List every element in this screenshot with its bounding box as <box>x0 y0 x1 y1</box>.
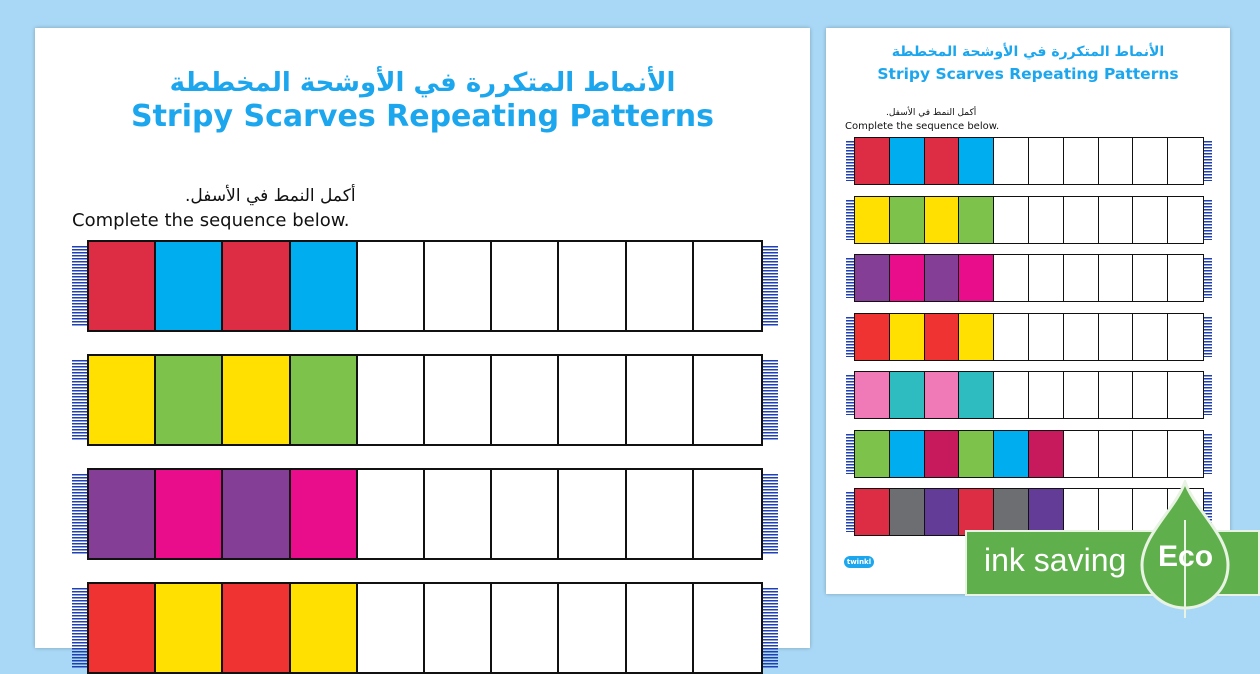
scarf-fringe-right <box>1204 200 1212 240</box>
stripe-cell <box>959 431 994 477</box>
scarf-stripes <box>854 137 1204 185</box>
stripe-cell <box>890 431 925 477</box>
stripe-blank[interactable] <box>559 356 626 444</box>
scarf <box>846 196 1212 244</box>
stripe-cell <box>925 197 960 243</box>
scarf <box>72 468 778 560</box>
stripe-blank[interactable] <box>1168 314 1203 360</box>
stripe-blank[interactable] <box>994 138 1029 184</box>
scarf-stripes <box>854 371 1204 419</box>
scarf <box>846 137 1212 185</box>
stripe-blank[interactable] <box>694 584 761 672</box>
stripe-blank[interactable] <box>492 242 559 330</box>
stripe-blank[interactable] <box>1064 431 1099 477</box>
stripe-cell <box>855 138 890 184</box>
stripe-cell <box>1029 489 1064 535</box>
stripe-cell <box>89 242 156 330</box>
stripe-blank[interactable] <box>1064 372 1099 418</box>
instruction-english: Complete the sequence below. <box>845 121 1000 132</box>
stripe-cell <box>855 314 890 360</box>
stripe-blank[interactable] <box>1064 255 1099 301</box>
stripe-cell <box>291 584 358 672</box>
stripe-blank[interactable] <box>627 356 694 444</box>
stripe-cell <box>925 431 960 477</box>
stripe-blank[interactable] <box>1133 431 1168 477</box>
stripe-blank[interactable] <box>1099 314 1134 360</box>
scarf <box>72 582 778 674</box>
scarf-stripes <box>854 196 1204 244</box>
stripe-cell <box>890 138 925 184</box>
scarf-fringe-right <box>1204 141 1212 181</box>
stripe-blank[interactable] <box>1029 197 1064 243</box>
stripe-blank[interactable] <box>627 584 694 672</box>
stripe-cell <box>994 489 1029 535</box>
stripe-blank[interactable] <box>694 356 761 444</box>
scarf-stripes <box>87 468 763 560</box>
stripe-blank[interactable] <box>425 470 492 558</box>
stripe-blank[interactable] <box>1064 489 1099 535</box>
stripe-cell <box>291 356 358 444</box>
stripe-blank[interactable] <box>358 356 425 444</box>
stripe-cell <box>291 242 358 330</box>
stripe-blank[interactable] <box>1029 372 1064 418</box>
stripe-cell <box>156 356 223 444</box>
stripe-cell <box>890 314 925 360</box>
scarf-stripes <box>854 254 1204 302</box>
stripe-blank[interactable] <box>627 470 694 558</box>
stripe-blank[interactable] <box>559 584 626 672</box>
stripe-blank[interactable] <box>694 470 761 558</box>
scarf-fringe-left <box>72 360 87 440</box>
stripe-cell <box>156 584 223 672</box>
stripe-cell <box>89 584 156 672</box>
scarf-stripes <box>87 582 763 674</box>
stripe-cell <box>959 197 994 243</box>
scarf-fringe-left <box>846 317 854 357</box>
stripe-cell <box>156 470 223 558</box>
stripe-blank[interactable] <box>425 242 492 330</box>
stripe-cell <box>925 255 960 301</box>
stripe-blank[interactable] <box>1099 372 1134 418</box>
stripe-cell <box>223 470 290 558</box>
stripe-blank[interactable] <box>425 584 492 672</box>
scarf-stripes <box>87 354 763 446</box>
scarf <box>846 371 1212 419</box>
scarf-fringe-left <box>846 434 854 474</box>
stripe-cell <box>959 489 994 535</box>
stripe-blank[interactable] <box>1029 255 1064 301</box>
stripe-blank[interactable] <box>1099 489 1134 535</box>
stripe-blank[interactable] <box>358 584 425 672</box>
stripe-blank[interactable] <box>358 470 425 558</box>
twinkl-logo: twinkl <box>844 556 874 568</box>
stripe-blank[interactable] <box>492 584 559 672</box>
stripe-blank[interactable] <box>1029 138 1064 184</box>
stripe-blank[interactable] <box>1168 431 1203 477</box>
scarf <box>72 240 778 332</box>
instruction-arabic: أكمل النمط في الأسفل. <box>886 108 977 118</box>
stripe-blank[interactable] <box>1168 197 1203 243</box>
stripe-blank[interactable] <box>1133 197 1168 243</box>
stripe-cell <box>925 372 960 418</box>
stripe-cell <box>890 372 925 418</box>
stripe-cell <box>291 470 358 558</box>
stripe-blank[interactable] <box>425 356 492 444</box>
stripe-blank[interactable] <box>1133 138 1168 184</box>
stripe-blank[interactable] <box>1099 138 1134 184</box>
scarf-fringe-right <box>763 360 778 440</box>
stripe-cell <box>855 255 890 301</box>
stripe-cell <box>925 489 960 535</box>
stripe-blank[interactable] <box>1133 255 1168 301</box>
stripe-cell <box>959 255 994 301</box>
scarf-fringe-right <box>1204 317 1212 357</box>
stripe-blank[interactable] <box>492 356 559 444</box>
stripe-cell <box>156 242 223 330</box>
stripe-cell <box>925 138 960 184</box>
scarf-stripes <box>854 313 1204 361</box>
title-english: Stripy Scarves Repeating Patterns <box>877 65 1179 83</box>
stripe-cell <box>1029 431 1064 477</box>
stripe-blank[interactable] <box>994 372 1029 418</box>
stripe-blank[interactable] <box>1064 314 1099 360</box>
scarf <box>72 354 778 446</box>
worksheet-large <box>35 28 810 648</box>
scarf <box>846 313 1212 361</box>
stripe-cell <box>959 314 994 360</box>
stripe-cell <box>959 372 994 418</box>
stripe-blank[interactable] <box>1099 255 1134 301</box>
eco-label: Eco <box>1158 540 1214 573</box>
scarf-fringe-left <box>72 246 87 326</box>
scarf-fringe-left <box>846 200 854 240</box>
scarf-fringe-left <box>846 492 854 532</box>
stripe-cell <box>890 255 925 301</box>
stripe-cell <box>994 431 1029 477</box>
stripe-blank[interactable] <box>1029 314 1064 360</box>
scarf-fringe-right <box>763 588 778 668</box>
instruction-english: Complete the sequence below. <box>72 210 350 231</box>
stripe-blank[interactable] <box>358 242 425 330</box>
stripe-blank[interactable] <box>1133 314 1168 360</box>
stripe-blank[interactable] <box>1064 197 1099 243</box>
scarf-fringe-right <box>763 246 778 326</box>
scarf-stripes <box>87 240 763 332</box>
scarf-fringe-right <box>763 474 778 554</box>
stripe-blank[interactable] <box>627 242 694 330</box>
stripe-cell <box>223 584 290 672</box>
stripe-blank[interactable] <box>1064 138 1099 184</box>
stripe-cell <box>959 138 994 184</box>
title-arabic: الأنماط المتكررة في الأوشحة المخططة <box>891 44 1165 60</box>
stripe-cell <box>890 197 925 243</box>
scarf-fringe-left <box>846 141 854 181</box>
stripe-blank[interactable] <box>994 197 1029 243</box>
stripe-blank[interactable] <box>1099 431 1134 477</box>
scarf-fringe-right <box>1204 375 1212 415</box>
stripe-blank[interactable] <box>559 470 626 558</box>
scarf <box>846 430 1212 478</box>
stripe-cell <box>89 470 156 558</box>
scarf-fringe-left <box>72 474 87 554</box>
stripe-blank[interactable] <box>694 242 761 330</box>
stripe-blank[interactable] <box>1168 255 1203 301</box>
stripe-blank[interactable] <box>1133 372 1168 418</box>
stripe-blank[interactable] <box>1168 138 1203 184</box>
stripe-blank[interactable] <box>1099 197 1134 243</box>
stripe-cell <box>855 372 890 418</box>
title-english: Stripy Scarves Repeating Patterns <box>130 99 714 134</box>
title-arabic: الأنماط المتكررة في الأوشحة المخططة <box>169 68 676 98</box>
stripe-cell <box>89 356 156 444</box>
stripe-blank[interactable] <box>994 314 1029 360</box>
stripe-cell <box>223 242 290 330</box>
ink-saving-label: ink saving <box>984 542 1127 578</box>
stripe-blank[interactable] <box>492 470 559 558</box>
scarf-fringe-right <box>1204 434 1212 474</box>
scarf-fringe-right <box>1204 258 1212 298</box>
scarf-stripes <box>854 430 1204 478</box>
stripe-cell <box>855 197 890 243</box>
scarf-fringe-left <box>72 588 87 668</box>
instruction-arabic: أكمل النمط في الأسفل. <box>185 186 356 206</box>
stripe-cell <box>925 314 960 360</box>
stripe-cell <box>855 489 890 535</box>
stripe-blank[interactable] <box>994 255 1029 301</box>
stripe-blank[interactable] <box>559 242 626 330</box>
stripe-cell <box>855 431 890 477</box>
stripe-blank[interactable] <box>1168 372 1203 418</box>
stripe-cell <box>890 489 925 535</box>
stripe-cell <box>223 356 290 444</box>
scarf <box>846 254 1212 302</box>
scarf-fringe-left <box>846 258 854 298</box>
scarf-fringe-left <box>846 375 854 415</box>
